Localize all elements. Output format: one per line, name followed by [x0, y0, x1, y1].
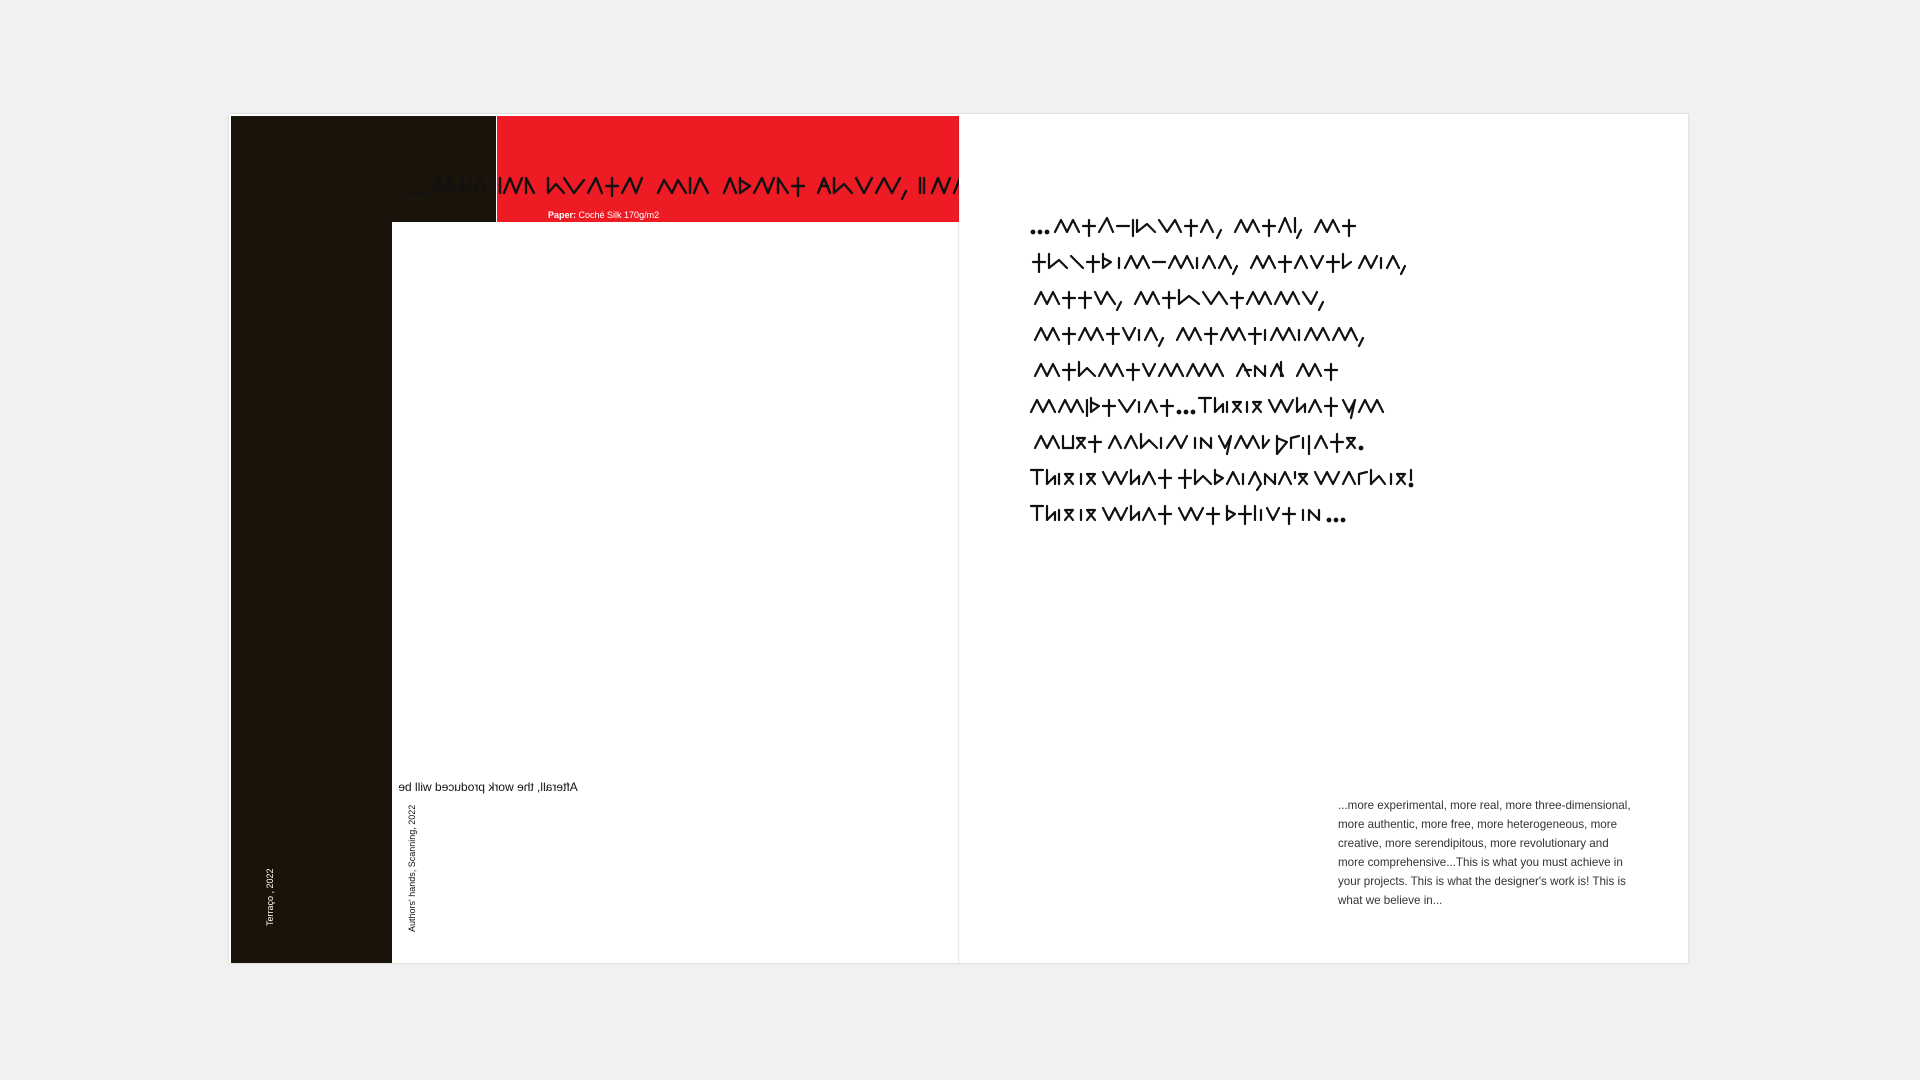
vertical-year-label: Terraço , 2022: [265, 868, 275, 926]
mirrored-caption: Afterall, the work produced will be: [398, 780, 578, 794]
headline-glyph-strokes: [409, 178, 959, 199]
left-page: [229, 114, 959, 963]
paper-spec-value: Coché Silk 170g/m2: [578, 210, 660, 220]
custom-type-strokes: [1031, 218, 1412, 524]
book-spread: [229, 114, 1688, 963]
custom-type-paragraph: [1029, 206, 1549, 546]
body-paragraph: ...more experimental, more real, more three-dimensional, more authentic, more free, more heterogeneous, more creative, more serendipitous, more revolutionary and more comprehensive...This is what you must achieve in your projects. This is what the designer's work is! This is what we believe in...: [1338, 799, 1631, 907]
paper-spec-label: [548, 210, 659, 220]
vertical-credit: Authors' hands, Scanning, 2022: [407, 804, 417, 932]
right-page: [960, 114, 1688, 963]
white-insert-sheet: [392, 222, 959, 963]
paper-spec-key: Paper:: [548, 210, 577, 220]
headline-custom-type: [404, 166, 959, 206]
